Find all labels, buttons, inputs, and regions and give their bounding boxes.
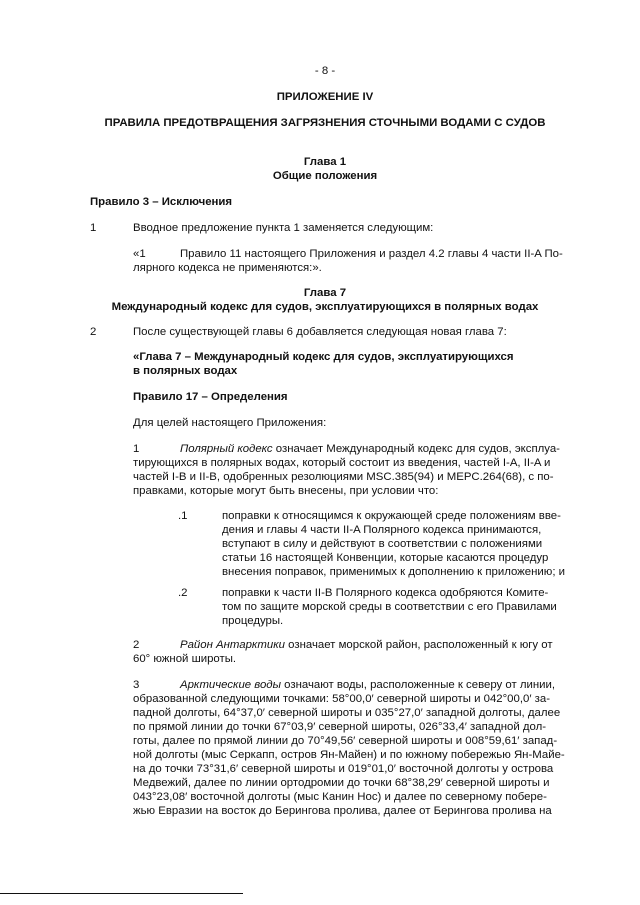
chapter-1-title: Общие положения [272,170,378,182]
chapter-1-label: Глава 1 [303,156,347,168]
new-chapter-line-2: в полярных водах [133,365,238,377]
sub-item-2-line: том по защите морской среды в соответствии с его Правилами [222,601,557,613]
new-chapter-line-1: «Глава 7 – Международный кодекс для судов, эксплуатирующихся [133,351,514,363]
definition-3-line: образованной следующими точками: 58°00,0′ северной широты и 042°00,0′ за- [133,693,551,705]
definition-3-line: падной долготы, 64°37,0′ северной широты и 035°27,0′ западной долготы, далее [133,707,561,719]
definition-2-line-2: 60° южной широты. [133,653,237,665]
definition-3-number: 3 [133,679,140,691]
definition-1-line-3: частей I-B и II-B, одобренных резолюциями MSC.385(94) и MEPC.264(68), с по- [133,471,554,483]
definition-1-term: Полярный кодекс [180,443,273,455]
item-1-text: Вводное предложение пункта 1 заменяется следующим: [133,222,434,234]
item-2-number: 2 [90,326,97,338]
quote-1-line-1: Правило 11 настоящего Приложения и раздел 4.2 главы 4 части II-A По- [180,248,563,260]
sub-item-1-line: вступают в силу и действуют в соответствии с положениями [222,538,543,550]
definition-1-line-1 [180,443,560,457]
definition-3-line: 043°23,08′ восточной долготы (мыс Канин Нос) и далее по северному побере- [133,791,547,803]
annex-heading: ПРИЛОЖЕНИЕ IV [276,91,374,103]
definition-3-line-1 [180,679,555,693]
definition-3-line: Медвежий, далее по линии ортодромии до точки 68°38,29′ северной широты и [133,777,550,789]
page-number: - 8 - [314,65,336,77]
definition-2-line-1 [180,639,553,653]
rule-17-heading: Правило 17 – Определения [133,391,288,403]
quote-1-line-2: лярного кодекса не применяются:». [133,262,322,274]
document-title: ПРАВИЛА ПРЕДОТВРАЩЕНИЯ ЗАГРЯЗНЕНИЯ СТОЧНЫМИ ВОДАМИ С СУДОВ [104,117,546,129]
sub-item-2-line: поправки к части II-B Полярного кодекса одобряются Комите- [222,587,549,599]
sub-item-1-number: .1 [178,510,188,522]
chapter-7-title: Международный кодекс для судов, эксплуатирующихся в полярных водах [111,301,539,313]
definition-3-line: жью Евразии на восток до Берингова пролива, далее от Берингова пролива на [133,805,552,817]
sub-item-1-line: внесения поправок, применимых к дополнению к приложению; и [222,566,566,578]
definitions-intro: Для целей настоящего Приложения: [133,417,327,429]
sub-item-1-line: статьи 16 настоящей Конвенции, которые касаются процедур [222,552,549,564]
sub-item-2-number: .2 [178,587,188,599]
definition-1-line-2: тирующихся в полярных водах, который состоит из введения, частей I-A, II-A и [133,457,551,469]
item-2-text: После существующей главы 6 добавляется следующая новая глава 7: [133,326,507,338]
definition-3-line: готы, далее по прямой линии до 70°49,56′ северной широты и 008°59,61′ запад- [133,735,558,747]
definition-3-term: Арктические воды [180,679,281,691]
quote-1-number: «1 [133,248,146,260]
definition-1-line-4: правками, которые могут быть внесены, при условии что: [133,485,439,497]
definition-3-line-1-rest: означают воды, расположенные к северу от линии, [284,679,556,691]
chapter-7-label: Глава 7 [303,287,347,299]
definition-3-line: по прямой линии до точки 67°03,9′ северной широты, 026°33,4′ западной дол- [133,721,547,733]
definition-2-line-1-rest: означает морской район, расположенный к югу от [288,639,553,651]
rule-3-heading: Правило 3 – Исключения [90,196,233,208]
sub-item-1-line: поправки к относящимся к окружающей среде положениям вве- [222,510,561,522]
definition-3-line: на до точки 73°31,6′ северной широты и 019°01,0′ восточной долготы у острова [133,763,554,775]
definition-1-number: 1 [133,443,140,455]
definition-2-number: 2 [133,639,140,651]
definition-1-line-1-rest: означает Международный кодекс для судов, эксплуа- [275,443,560,455]
sub-item-1-line: дения и главы 4 части II-A Полярного кодекса принимаются, [222,524,542,536]
definition-3-line: ной долготы (мыс Серкапп, остров Ян-Майен) и по южному побережью Ян-Майе- [133,749,565,761]
sub-item-2-line: процедуры. [222,615,284,627]
definition-2-term: Район Антарктики [180,639,285,651]
footer-rule [0,893,243,894]
item-1-number: 1 [90,222,97,234]
